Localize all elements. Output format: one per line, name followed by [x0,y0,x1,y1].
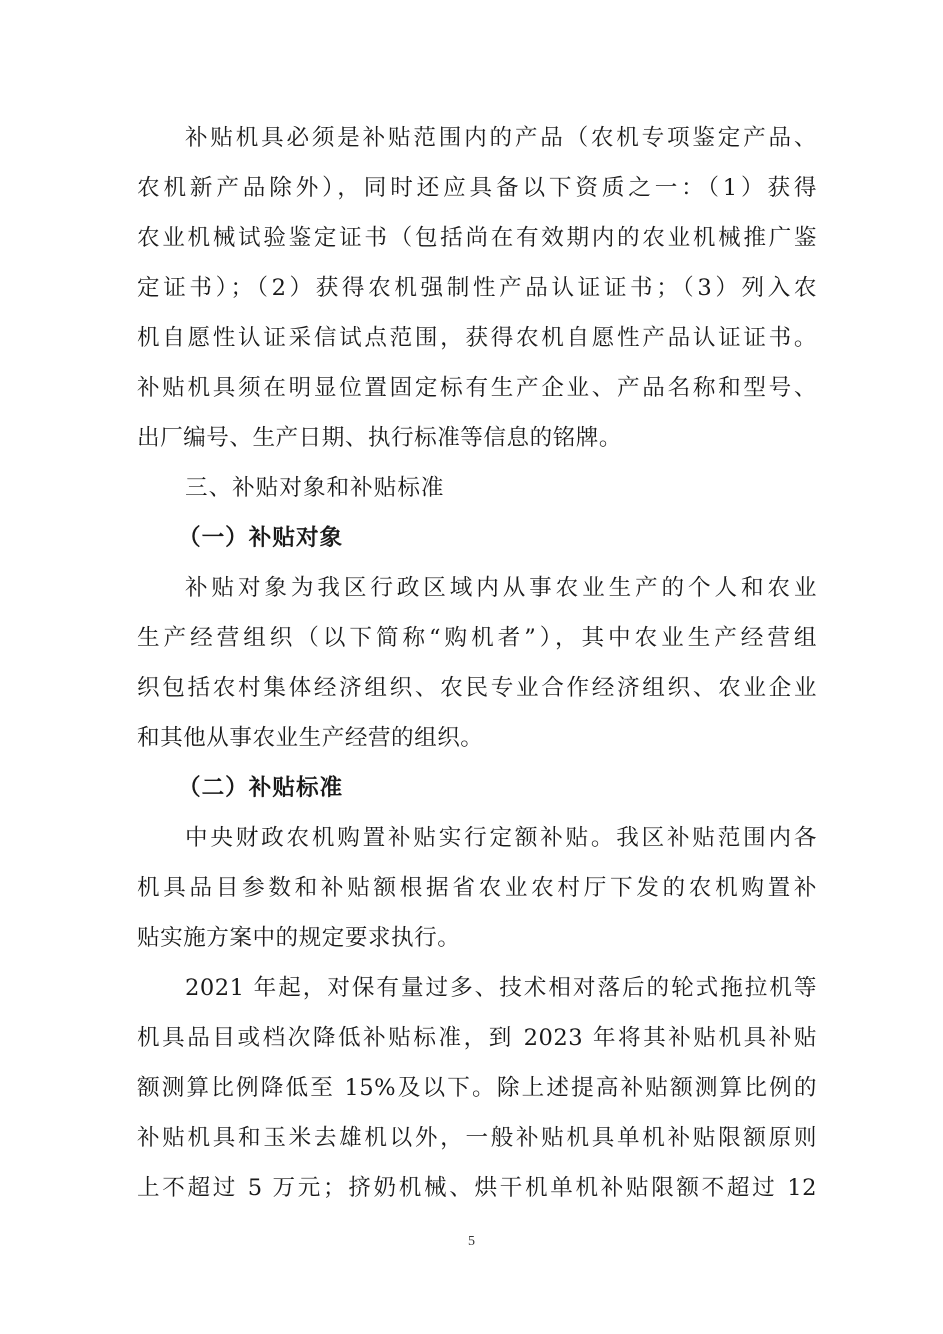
paragraph-4-line-2: 机具品目或档次降低补贴标准，到 2023 年将其补贴机具补贴 [137,1025,817,1051]
paragraph-1-line-3: 农业机械试验鉴定证书（包括尚在有效期内的农业机械推广鉴 [137,225,817,251]
paragraph-3-line-3: 贴实施方案中的规定要求执行。 [137,925,461,951]
paragraph-1-line-5: 机自愿性认证采信试点范围，获得农机自愿性产品认证证书。 [137,325,817,351]
paragraph-1-line-4: 定证书）；（2）获得农机强制性产品认证证书；（3）列入农 [137,275,817,301]
subsection-2-title: （二）补贴标准 [178,775,344,801]
paragraph-3-line-2: 机具品目参数和补贴额根据省农业农村厅下发的农机购置补 [137,875,817,901]
paragraph-3-line-1: 中央财政农机购置补贴实行定额补贴。我区补贴范围内各 [185,825,817,851]
paragraph-4-line-4: 补贴机具和玉米去雄机以外，一般补贴机具单机补贴限额原则 [137,1125,817,1151]
paragraph-1-line-7: 出厂编号、生产日期、执行标准等信息的铭牌。 [137,425,622,451]
page-number: 5 [468,1234,475,1249]
paragraph-2-line-3: 织包括农村集体经济组织、农民专业合作经济组织、农业企业 [137,675,817,701]
subsection-1-title: （一）补贴对象 [178,525,344,551]
paragraph-4-line-5: 上不超过 5 万元；挤奶机械、烘干机单机补贴限额不超过 12 [137,1175,817,1201]
paragraph-2-line-4: 和其他从事农业生产经营的组织。 [137,725,484,751]
paragraph-2-line-1: 补贴对象为我区行政区域内从事农业生产的个人和农业 [185,575,817,601]
paragraph-1-line-1: 补贴机具必须是补贴范围内的产品（农机专项鉴定产品、 [185,125,817,151]
paragraph-4-line-1: 2021 年起，对保有量过多、技术相对落后的轮式拖拉机等 [185,975,817,1001]
section-3-title: 三、补贴对象和补贴标准 [185,475,445,501]
paragraph-1-line-2: 农机新产品除外），同时还应具备以下资质之一：（1）获得 [137,175,817,201]
paragraph-4-line-3: 额测算比例降低至 15%及以下。除上述提高补贴额测算比例的 [137,1075,817,1101]
paragraph-1-line-6: 补贴机具须在明显位置固定标有生产企业、产品名称和型号、 [137,375,817,401]
paragraph-2-line-2: 生产经营组织（以下简称“购机者”），其中农业生产经营组 [137,625,817,651]
